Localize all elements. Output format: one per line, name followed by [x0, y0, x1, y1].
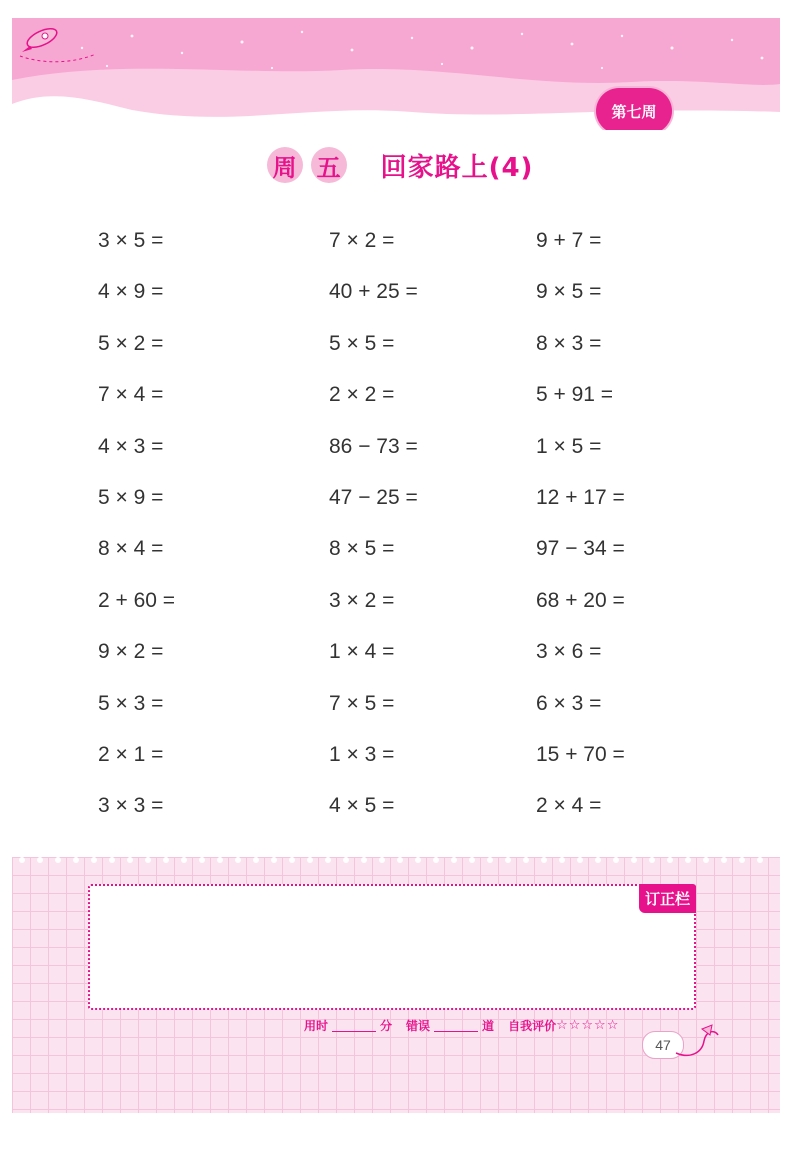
- problem: 40 + 25 =: [329, 280, 418, 304]
- problem: 2 × 2 =: [329, 383, 395, 407]
- footer-stats: [304, 1017, 619, 1034]
- problem: 6 × 3 =: [536, 691, 602, 715]
- problem: 2 × 4 =: [536, 794, 602, 818]
- rocket-icon: [12, 18, 102, 68]
- time-label: 用时: [304, 1019, 329, 1033]
- notebook-holes-decoration: [12, 857, 780, 871]
- problem: 15 + 70 =: [536, 742, 625, 766]
- errors-label: 错误: [406, 1019, 431, 1033]
- lesson-title: [0, 145, 800, 185]
- rating-stars[interactable]: ☆☆☆☆☆: [556, 1018, 620, 1033]
- items-unit: 道: [482, 1019, 495, 1033]
- problem: 3 × 2 =: [329, 588, 395, 612]
- problem: 12 + 17 =: [536, 485, 625, 509]
- problem: 97 − 34 =: [536, 537, 625, 561]
- problem: 5 + 91 =: [536, 383, 614, 407]
- problem: 5 × 2 =: [98, 331, 164, 355]
- problem: 8 × 3 =: [536, 331, 602, 355]
- problem: 1 × 3 =: [329, 742, 395, 766]
- self-eval-label: 自我评价: [508, 1019, 557, 1033]
- problem: 68 + 20 =: [536, 588, 625, 612]
- problem: 5 × 9 =: [98, 485, 164, 509]
- problem: 3 × 6 =: [536, 640, 602, 664]
- problem: 47 − 25 =: [329, 485, 418, 509]
- problem: 7 × 4 =: [98, 383, 164, 407]
- problem: 4 × 3 =: [98, 434, 164, 458]
- title-text: 回家路上(4): [380, 152, 534, 183]
- problem: 7 × 5 =: [329, 691, 395, 715]
- page-number: 47: [642, 1031, 684, 1059]
- problem: 3 × 5 =: [98, 229, 164, 252]
- problem: 4 × 5 =: [329, 794, 395, 818]
- problem: 9 × 2 =: [98, 640, 164, 664]
- header-banner: [12, 18, 780, 130]
- day-char-1: 周: [267, 147, 303, 183]
- errors-blank[interactable]: [434, 1019, 478, 1032]
- problem: 4 × 9 =: [98, 280, 164, 304]
- problem: 1 × 5 =: [536, 434, 602, 458]
- problem: 7 × 2 =: [329, 229, 395, 252]
- problem-grid: [98, 222, 718, 839]
- problem: 1 × 4 =: [329, 640, 395, 664]
- problem: 8 × 4 =: [98, 537, 164, 561]
- problem: 2 × 1 =: [98, 742, 164, 766]
- week-badge: 第七周: [596, 88, 672, 130]
- problem: 9 + 7 =: [536, 229, 602, 252]
- correction-box[interactable]: [88, 884, 696, 1010]
- minutes-unit: 分: [380, 1019, 393, 1033]
- problem: 8 × 5 =: [329, 537, 395, 561]
- time-blank[interactable]: [332, 1019, 376, 1032]
- problem: 2 + 60 =: [98, 588, 176, 612]
- correction-label: 订正栏: [639, 884, 696, 913]
- problem: 5 × 3 =: [98, 691, 164, 715]
- problem: 9 × 5 =: [536, 280, 602, 304]
- problem: 3 × 3 =: [98, 794, 164, 818]
- correction-area: [12, 857, 780, 1113]
- problem: 86 − 73 =: [329, 434, 418, 458]
- day-char-2: 五: [311, 147, 347, 183]
- swirl-decoration-icon: [672, 1023, 722, 1063]
- problem: 5 × 5 =: [329, 331, 395, 355]
